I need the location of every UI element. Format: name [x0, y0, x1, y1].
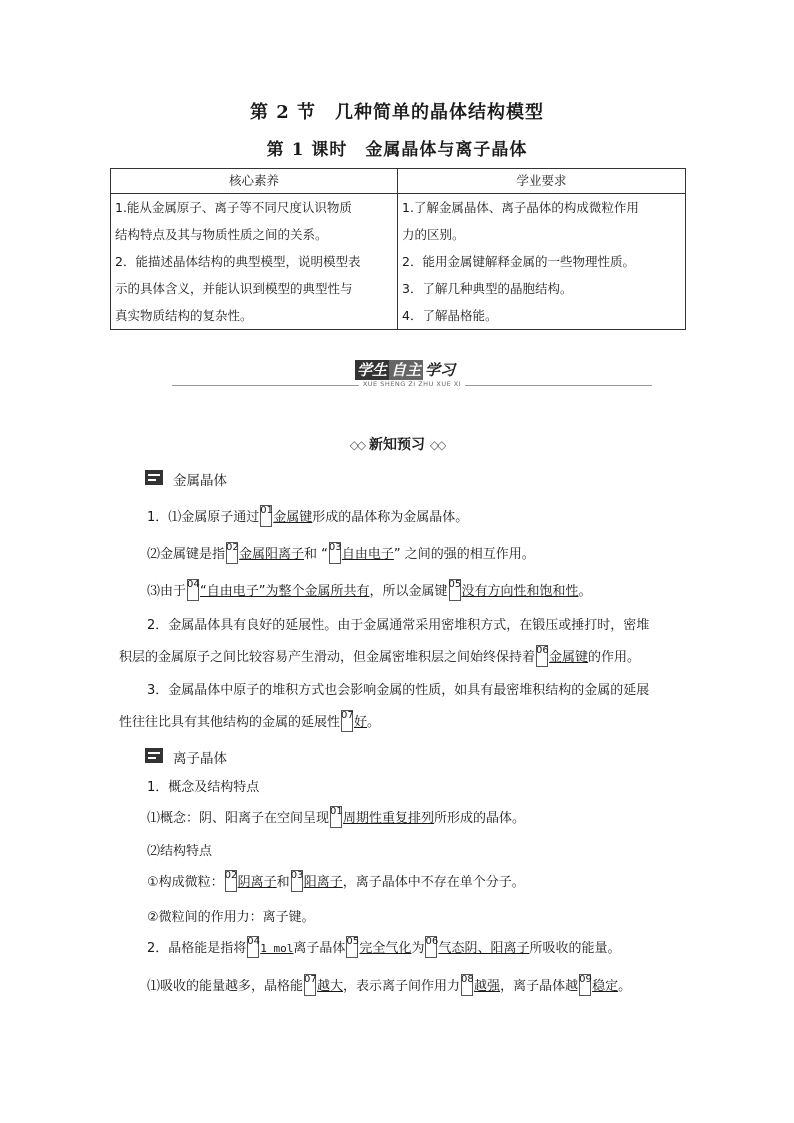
text: 形成的晶体称为金属晶体。: [312, 510, 469, 525]
core-literacy-line: 1.能从金属原子、离子等不同尺度认识物质: [115, 200, 352, 215]
text-line: [147, 579, 592, 601]
blank-box: [187, 579, 199, 601]
section-title: 第 2 节 几种简单的晶体结构模型: [249, 102, 545, 123]
blank-box: [247, 936, 259, 958]
blank-box: [425, 936, 437, 958]
blank-number: 03: [328, 542, 342, 553]
blank-box: [304, 974, 316, 996]
self-study-logo: [355, 360, 467, 382]
note-icon: [145, 470, 163, 485]
text: ，离子晶体越: [500, 979, 579, 994]
academic-requirements-header: 学业要求: [398, 169, 686, 194]
core-literacy-line: 2．能描述晶体结构的典型模型，说明模型表: [115, 254, 361, 269]
academic-requirement-line: 1.了解金属晶体、离子晶体的构成微粒作用: [402, 200, 639, 215]
text: 所形成的晶体。: [434, 811, 526, 826]
text: ⑴吸收的能量越多，晶格能: [147, 979, 304, 994]
answer: 完全气化: [359, 941, 412, 956]
ornament-right: ◇◇: [429, 438, 445, 452]
text: 。: [578, 584, 592, 599]
text: 积层的金属原子之间比较容易产生滑动，但金属密堆积层之间始终保持着: [119, 650, 536, 665]
blank-box: [330, 806, 342, 828]
blank-number: 03: [290, 870, 304, 881]
answer: “自由电子”为整个金属所共有: [200, 584, 370, 599]
academic-requirement-line: 4．了解晶格能。: [402, 308, 498, 323]
answer: 越强: [474, 979, 501, 994]
blank-number: 07: [341, 710, 354, 721]
pinyin-text: XUE SHENG ZI ZHU XUE XI: [359, 380, 465, 388]
answer: 金属键: [273, 510, 313, 525]
blank-number: 08: [461, 974, 474, 985]
text-line: [147, 870, 525, 892]
text: 为: [411, 941, 425, 956]
blank-box: [260, 505, 272, 527]
blank-box: [461, 974, 473, 996]
answer: 金属阳离子: [239, 547, 305, 562]
blank-number: 07: [304, 974, 317, 985]
self-study-banner: [172, 358, 652, 394]
text: ⑶由于: [147, 584, 187, 599]
answer: 金属键: [549, 650, 589, 665]
section-label: 金属晶体: [173, 473, 227, 489]
core-literacy-line: 示的具体含义，并能认识到模型的典型性与: [115, 281, 353, 296]
text-line: ②微粒间的作用力：离子键。: [147, 910, 315, 925]
answer: 好: [354, 715, 368, 730]
text: 2．晶格能是指将: [147, 941, 247, 956]
blank-number: 02: [226, 542, 239, 553]
text-line: [147, 936, 620, 958]
blank-box: [536, 645, 548, 667]
text: 性往往比具有其他结构的金属的延展性: [119, 715, 341, 730]
core-literacy-header: 核心素养: [111, 169, 398, 194]
blank-number: 02: [224, 870, 238, 881]
core-literacy-cell: [111, 194, 398, 330]
text: ①构成微粒：: [147, 875, 224, 890]
blank-number: 05: [346, 936, 360, 947]
text-line: [147, 505, 468, 527]
preview-subheading: [0, 434, 794, 454]
blank-box: [346, 936, 358, 958]
blank-number: 04: [247, 936, 261, 947]
text: ，表示离子间作用力: [343, 979, 461, 994]
blank-box: [579, 974, 591, 996]
text: 离子晶体: [293, 941, 346, 956]
blank-number: 01: [330, 806, 343, 817]
blank-box: [341, 710, 353, 732]
requirements-table: [110, 168, 686, 330]
answer: 稳定: [592, 979, 619, 994]
blank-number: 04: [187, 579, 200, 590]
text-line: 3．金属晶体中原子的堆积方式也会影响金属的性质，如具有最密堆积结构的金属的延展: [147, 683, 650, 698]
text: 和: [276, 875, 290, 890]
answer: 1 mol: [260, 942, 294, 955]
text-line: [119, 710, 380, 732]
logo-part: 自主: [391, 361, 422, 379]
text-line: [147, 542, 535, 564]
blank-number: 05: [448, 579, 462, 590]
text-line: [119, 645, 640, 667]
blank-box: [329, 542, 341, 564]
banner-pinyin: [172, 380, 652, 388]
blank-number: 09: [579, 974, 592, 985]
answer: 周期性重复排列: [343, 811, 435, 826]
answer: 阳离子: [303, 875, 343, 890]
text: 。: [618, 979, 632, 994]
note-icon: [145, 748, 163, 763]
academic-requirements-cell: [398, 194, 686, 330]
blank-number: 01: [260, 505, 274, 516]
answer: 越大: [317, 979, 344, 994]
text: 1．⑴金属原子通过: [147, 510, 260, 525]
blank-number: 06: [425, 936, 439, 947]
text: 。: [367, 715, 381, 730]
academic-requirement-line: 力的区别。: [402, 227, 465, 242]
section-label: 离子晶体: [173, 751, 227, 767]
academic-requirement-line: 2．能用金属键解释金属的一些物理性质。: [402, 254, 635, 269]
answer: 自由电子: [341, 547, 394, 562]
ornament-left: ◇◇: [349, 438, 365, 452]
blank-box: [226, 542, 238, 564]
text: 所吸收的能量。: [529, 941, 621, 956]
logo-part: 学生: [357, 361, 388, 379]
text: ，所以金属键: [369, 584, 448, 599]
answer: 阴离子: [237, 875, 277, 890]
blank-number: 06: [536, 645, 549, 656]
logo-part: 学习: [425, 361, 456, 379]
text: ，离子晶体中不存在单个分子。: [342, 875, 525, 890]
text-line: [147, 806, 525, 828]
text: 的作用。: [588, 650, 641, 665]
academic-requirement-line: 3．了解几种典型的晶胞结构。: [402, 281, 573, 296]
answer: 气态阴、阳离子: [438, 941, 530, 956]
answer: 没有方向性和饱和性: [461, 584, 579, 599]
blank-box: [225, 870, 237, 892]
subheading-text: 新知预习: [369, 437, 425, 453]
text: ” 之间的强的相互作用。: [393, 547, 535, 562]
text-line: 2．金属晶体具有良好的延展性。由于金属通常采用密堆积方式，在锻压或捶打时，密堆: [147, 618, 650, 633]
text-line: [147, 974, 631, 996]
blank-box: [449, 579, 461, 601]
text: ⑴概念：阴、阳离子在空间呈现: [147, 811, 330, 826]
core-literacy-line: 结构特点及其与物质性质之间的关系。: [115, 227, 328, 242]
blank-box: [291, 870, 303, 892]
text-line: 1．概念及结构特点: [147, 780, 260, 795]
lesson-title: 第 1 课时 金属晶体与离子晶体: [266, 140, 528, 160]
text-line: ⑵结构特点: [147, 844, 213, 859]
core-literacy-line: 真实物质结构的复杂性。: [115, 308, 253, 323]
text: 和 “: [304, 547, 328, 562]
text: ⑵金属键是指: [147, 547, 226, 562]
